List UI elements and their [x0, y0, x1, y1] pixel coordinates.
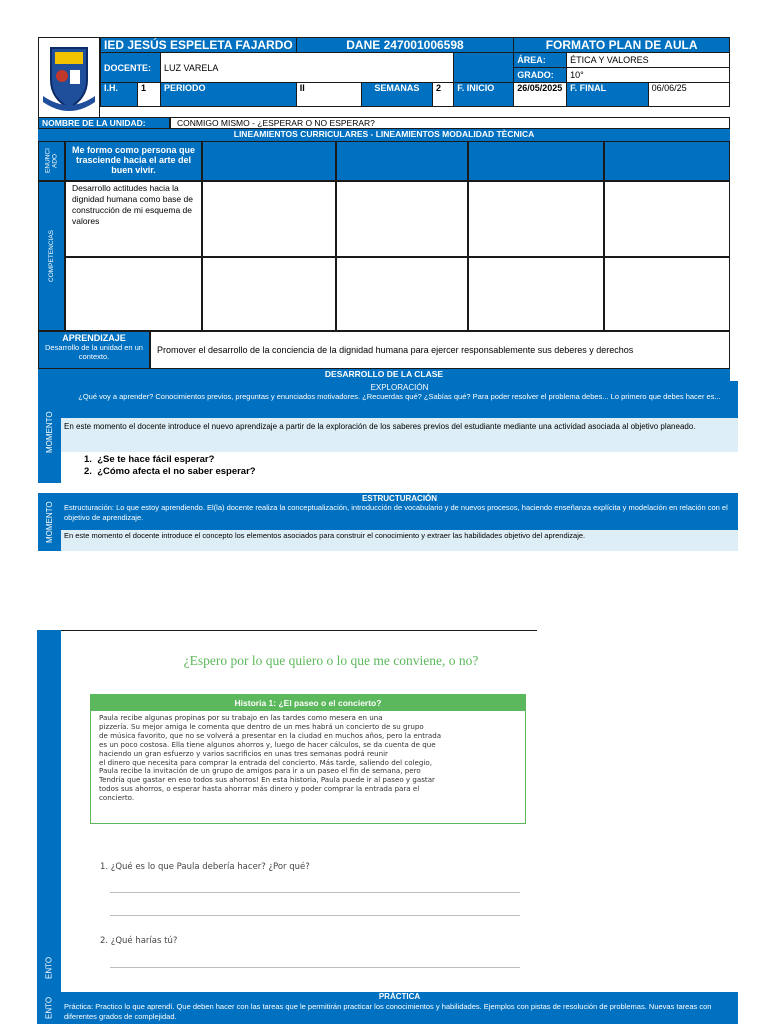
area-label: ÁREA:: [514, 53, 567, 68]
page2-top-border: [61, 630, 537, 631]
story-title: Historia 1: ¿El paseo o el concierto?: [91, 695, 525, 711]
estructuracion-title: ESTRUCTURACIÓN: [361, 494, 438, 503]
enunciado-cell-2: [202, 141, 336, 181]
momento-side-1: MOMENTO: [38, 381, 61, 483]
semanas-value: 2: [433, 83, 454, 107]
comp-cell-2-4: [468, 257, 604, 331]
story-text: Paula recibe algunas propinas por su trabajo en las tardes como mesera en una pizzería. Su mejor amiga le comenta que dentro de un mes habrá un concierto de su grupo de música favorito, que no se volverá a presentar en la ciudad en muchos años, pero la entrada es un poco costosa. Ella tiene algunos ahorros y, luego de hacer cálculos, se da cuenta de que haciendo un gran esfuerzo y varios sacrificios en unas tres semanas podrá reunir el dinero que necesita para comprar la entrada del concierto. Más tarde, saliendo del colegio, Paula recibe la invitación de un grupo de amigos para ir a un paseo el fin de semana, pero Tendría que gastar en eso todos sus ahorros! En esta historia, Paula puede ir al paseo y gastar todos sus ahorros, o esperar hasta ahorrar más dinero y poder comprar la entrada para el concierto.: [99, 713, 442, 803]
exploracion-prompt: ¿Qué voy a aprender? Conocimientos previos, preguntas y enunciados motivadores. ¿Recuerdas qué? ¿Sabías qué? Para poder resolver el problema debes... Lo primero que debes hacer es...: [78, 392, 721, 401]
competencias-side: COMPETENCIAS: [38, 181, 65, 331]
answer-line-1[interactable]: [110, 892, 520, 893]
grado-value: 10°: [567, 68, 730, 83]
estructuracion-prompt: Estructuración: Lo que estoy aprendiendo. El(la) docente realiza la conceptualización, introducción de vocabulario y de nuevos procesos, haciendo enseñanza explícita y modelación en relación con el objetivo de aprendizaje.: [64, 503, 728, 522]
estructuracion-box: [61, 493, 738, 530]
worksheet-question-1: 1. ¿Qué es lo que Paula debería hacer? ¿Por qué?: [100, 862, 310, 872]
ffinal-label: F. FINAL: [567, 83, 648, 107]
periodo-label: PERIODO: [161, 83, 297, 107]
comp-cell-1-5: [604, 181, 730, 257]
practica-title: PRÁCTICA: [378, 992, 421, 1001]
comp-cell-1-2: [202, 181, 336, 257]
docente-value: LUZ VARELA: [161, 53, 454, 83]
answer-line-2[interactable]: [110, 915, 520, 916]
practica-box: [61, 992, 738, 1024]
question-1: 1. ¿Se te hace fácil esperar?: [84, 454, 215, 465]
dane-code: DANE 247001006598: [296, 38, 514, 53]
school-seal-logo: [38, 37, 100, 117]
ffinal-value: 06/06/25: [648, 83, 729, 107]
ih-value: 1: [138, 83, 161, 107]
worksheet-question-2: 2. ¿Qué harías tú?: [100, 936, 178, 946]
exploracion-box: [61, 381, 738, 418]
grado-label: GRADO:: [514, 68, 567, 83]
exploracion-questions: [84, 454, 684, 478]
momento-side-4: ENTO: [37, 992, 61, 1024]
aprendizaje-header: [38, 331, 150, 369]
momento-side-3: ENTO: [37, 630, 61, 998]
worksheet-title: ¿Espero por lo que quiero o lo que me conviene, o no?: [183, 653, 479, 668]
desarrollo-title: DESARROLLO DE LA CLASE: [38, 369, 730, 381]
comp-cell-2-1: [65, 257, 202, 331]
aprendizaje-text: Promover el desarrollo de la conciencia de la dignidad humana para ejercer responsablemente sus deberes y derechos: [150, 331, 730, 369]
unidad-value: CONMIGO MISMO - ¿ESPERAR O NO ESPERAR?: [170, 117, 730, 129]
practica-text: Práctica: Practico lo que aprendí. Que deben hacer con las tareas que le permitirán practicar los conocimientos y habilidades. Ejemplos con pistas de resolución de problemas. Nuevas tareas con diferentes grados de complejidad.: [64, 1002, 712, 1021]
enunciado-cell-4: [468, 141, 604, 181]
header-table: [100, 37, 730, 107]
shield-icon: [39, 38, 99, 116]
momento-side-2: MOMENTO: [38, 493, 61, 551]
exploracion-title: EXPLORACIÓN: [370, 383, 429, 392]
aprendizaje-subtitle: Desarrollo de la unidad en un contexto.: [45, 343, 143, 361]
school-name: IED JESÚS ESPELETA FAJARDO: [101, 38, 297, 53]
semanas-label: SEMANAS: [361, 83, 432, 107]
format-title: FORMATO PLAN DE AULA: [514, 38, 730, 53]
docente-label: DOCENTE:: [101, 53, 161, 83]
area-value: ÉTICA Y VALORES: [567, 53, 730, 68]
lineamientos-title: LINEAMIENTOS CURRICULARES - LINEAMIENTOS MODALIDAD TÈCNICA: [38, 129, 730, 141]
comp-cell-2-3: [336, 257, 468, 331]
estructuracion-note: En este momento el docente introduce el concepto los elementos asociados para construir el conocimiento y extraer las habilidades objetivo del aprendizaje.: [61, 530, 738, 551]
periodo-value: II: [296, 83, 361, 107]
question-2: 2. ¿Cómo afecta el no saber esperar?: [84, 466, 256, 477]
comp-cell-1-4: [468, 181, 604, 257]
comp-cell-2-5: [604, 257, 730, 331]
comp-cell-2-2: [202, 257, 336, 331]
enunciado-cell-3: [336, 141, 468, 181]
story-box: [90, 694, 526, 824]
ih-label: I.H.: [101, 83, 138, 107]
answer-line-3[interactable]: [110, 967, 520, 968]
competencias-text: Desarrollo actitudes hacia la dignidad humana como base de construcción de mi esquema de valores: [65, 181, 202, 257]
exploracion-note: En este momento el docente introduce el nuevo aprendizaje a partir de la exploración de los saberes previos del estudiante mediante una actividad asociada al objetivo planeado.: [61, 418, 738, 452]
enunciado-side: ENUNCI ADO: [38, 141, 65, 181]
finicio-label: F. INICIO: [454, 83, 514, 107]
comp-cell-1-3: [336, 181, 468, 257]
aprendizaje-title: APRENDIZAJE: [62, 333, 126, 343]
enunciado-cell-5: [604, 141, 730, 181]
finicio-value: 26/05/2025: [514, 83, 567, 107]
unidad-label: NOMBRE DE LA UNIDAD:: [38, 117, 170, 129]
enunciado-text: Me formo como persona que trasciende hacia el arte del buen vivir.: [65, 141, 202, 181]
